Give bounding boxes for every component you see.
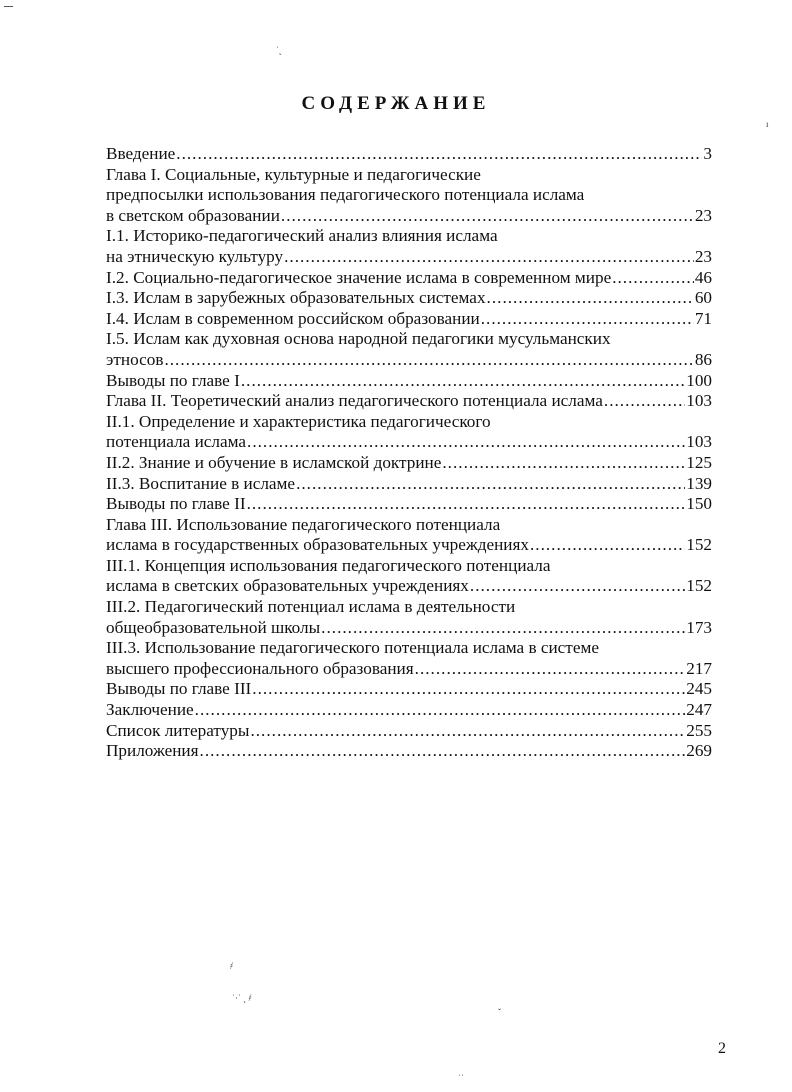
- toc-page-number: 217: [686, 658, 712, 678]
- toc-leader-dots: [281, 206, 694, 227]
- toc-entry-text: Выводы по главе I: [106, 370, 240, 390]
- scan-corner-mark: [4, 6, 13, 7]
- toc-page-number: 152: [686, 576, 712, 596]
- toc-entry: [106, 700, 712, 721]
- table-of-contents: [106, 144, 712, 762]
- toc-entry-text: в светском образовании: [106, 205, 280, 225]
- toc-page-number: 103: [686, 432, 712, 452]
- toc-page-number: 3: [703, 144, 712, 163]
- toc-leader-dots: [481, 309, 694, 330]
- toc-entry: [106, 474, 712, 495]
- scan-speck: ˈ˛: [276, 45, 282, 55]
- toc-leader-dots: [252, 679, 685, 700]
- toc-entry-text: II.1. Определение и характеристика педагогического: [106, 411, 491, 431]
- scan-speck: ı: [766, 119, 769, 129]
- toc-entry-text: этносов: [106, 349, 164, 369]
- toc-leader-dots: [247, 494, 686, 515]
- scan-speck: ˙·˙ ˛ ҂: [232, 993, 252, 1003]
- toc-leader-dots: [415, 659, 686, 680]
- toc-page-number: 71: [694, 308, 712, 328]
- toc-entry-text: III.3. Использование педагогического потенциала ислама в системе: [106, 638, 599, 658]
- toc-entry-text: I.2. Социально-педагогическое значение ислама в современном мире: [106, 267, 612, 287]
- toc-entry-text: I.5. Ислам как духовная основа народной педагогики мусульманских: [106, 329, 611, 349]
- toc-leader-dots: [487, 288, 694, 309]
- toc-entry: [106, 268, 712, 289]
- toc-leader-dots: [176, 144, 702, 165]
- toc-entry: [106, 226, 712, 267]
- toc-page-number: 139: [686, 473, 712, 493]
- toc-page-number: 152: [686, 535, 712, 555]
- toc-leader-dots: [442, 453, 685, 474]
- scan-speck: ˈˈ: [458, 1073, 464, 1083]
- toc-entry: [106, 412, 712, 453]
- scan-speck: ҂: [230, 961, 234, 971]
- toc-entry: [106, 556, 712, 597]
- toc-leader-dots: [284, 247, 694, 268]
- toc-entry-text: ислама в светских образовательных учреждениях: [106, 576, 469, 596]
- toc-entry: [106, 165, 712, 227]
- toc-entry-text: высшего профессионального образования: [106, 658, 414, 678]
- toc-entry: [106, 329, 712, 370]
- toc-entry: [106, 144, 712, 165]
- toc-leader-dots: [247, 432, 685, 453]
- toc-page-number: 269: [686, 741, 712, 761]
- toc-leader-dots: [250, 721, 685, 742]
- toc-page-number: 23: [694, 246, 712, 266]
- toc-entry-text: Глава III. Использование педагогического потенциала: [106, 514, 501, 534]
- toc-page-number: 245: [686, 679, 712, 699]
- toc-entry-text: Глава II. Теоретический анализ педагогического потенциала ислама: [106, 391, 603, 411]
- toc-page-number: 173: [686, 617, 712, 637]
- toc-leader-dots: [195, 700, 686, 721]
- toc-page-number: 60: [694, 288, 712, 308]
- toc-page-number: 103: [686, 391, 712, 411]
- toc-entry: [106, 721, 712, 742]
- toc-entry-text: I.1. Историко-педагогический анализ влияния ислама: [106, 226, 498, 246]
- toc-entry-text: I.3. Ислам в зарубежных образовательных системах: [106, 288, 486, 308]
- toc-leader-dots: [200, 741, 686, 762]
- toc-entry-text: Глава I. Социальные, культурные и педагогические: [106, 164, 481, 184]
- toc-leader-dots: [470, 576, 685, 597]
- toc-entry-text: общеобразовательной школы: [106, 617, 321, 637]
- toc-entry-text: Введение: [106, 144, 176, 163]
- scan-speck: ˇ: [498, 1007, 501, 1017]
- toc-entry-text: потенциала ислама: [106, 432, 247, 452]
- toc-page-number: 247: [686, 700, 712, 720]
- toc-entry: [106, 638, 712, 679]
- toc-entry-text: на этническую культуру: [106, 246, 284, 266]
- toc-entry: [106, 494, 712, 515]
- toc-leader-dots: [604, 391, 685, 412]
- toc-leader-dots: [612, 268, 694, 289]
- toc-entry: [106, 741, 712, 762]
- toc-entry-text: Выводы по главе II: [106, 494, 246, 514]
- toc-page-number: 23: [694, 205, 712, 225]
- toc-page-number: 86: [694, 349, 712, 369]
- toc-entry-text: Выводы по главе III: [106, 679, 252, 699]
- toc-page-number: 150: [686, 494, 712, 514]
- toc-entry-text: III.2. Педагогический потенциал ислама в деятельности: [106, 597, 516, 617]
- toc-leader-dots: [296, 474, 685, 495]
- toc-leader-dots: [530, 535, 685, 556]
- toc-entry: [106, 679, 712, 700]
- toc-page-number: 255: [686, 720, 712, 740]
- toc-entry: [106, 309, 712, 330]
- toc-entry: [106, 515, 712, 556]
- page-title: СОДЕРЖАНИЕ: [301, 92, 491, 114]
- toc-entry: [106, 371, 712, 392]
- toc-entry-text: II.3. Воспитание в исламе: [106, 473, 296, 493]
- toc-page-number: 46: [694, 267, 712, 287]
- toc-leader-dots: [164, 350, 693, 371]
- toc-entry: [106, 597, 712, 638]
- toc-entry-text: Заключение: [106, 700, 194, 720]
- toc-entry-text: Список литературы: [106, 720, 250, 740]
- toc-entry-text: Приложения: [106, 741, 199, 761]
- toc-page-number: 125: [686, 452, 712, 472]
- toc-entry-text: III.1. Концепция использования педагогического потенциала: [106, 555, 551, 575]
- page-number: 2: [718, 1040, 726, 1057]
- toc-entry: [106, 288, 712, 309]
- toc-entry: [106, 391, 712, 412]
- toc-entry: [106, 453, 712, 474]
- toc-entry-text: I.4. Ислам в современном российском образовании: [106, 308, 480, 328]
- toc-entry-text: ислама в государственных образовательных учреждениях: [106, 535, 529, 555]
- toc-leader-dots: [321, 618, 685, 639]
- toc-leader-dots: [241, 371, 685, 392]
- toc-entry-text: предпосылки использования педагогического потенциала ислама: [106, 185, 585, 205]
- toc-page-number: 100: [686, 370, 712, 390]
- toc-entry-text: II.2. Знание и обучение в исламской доктрине: [106, 452, 442, 472]
